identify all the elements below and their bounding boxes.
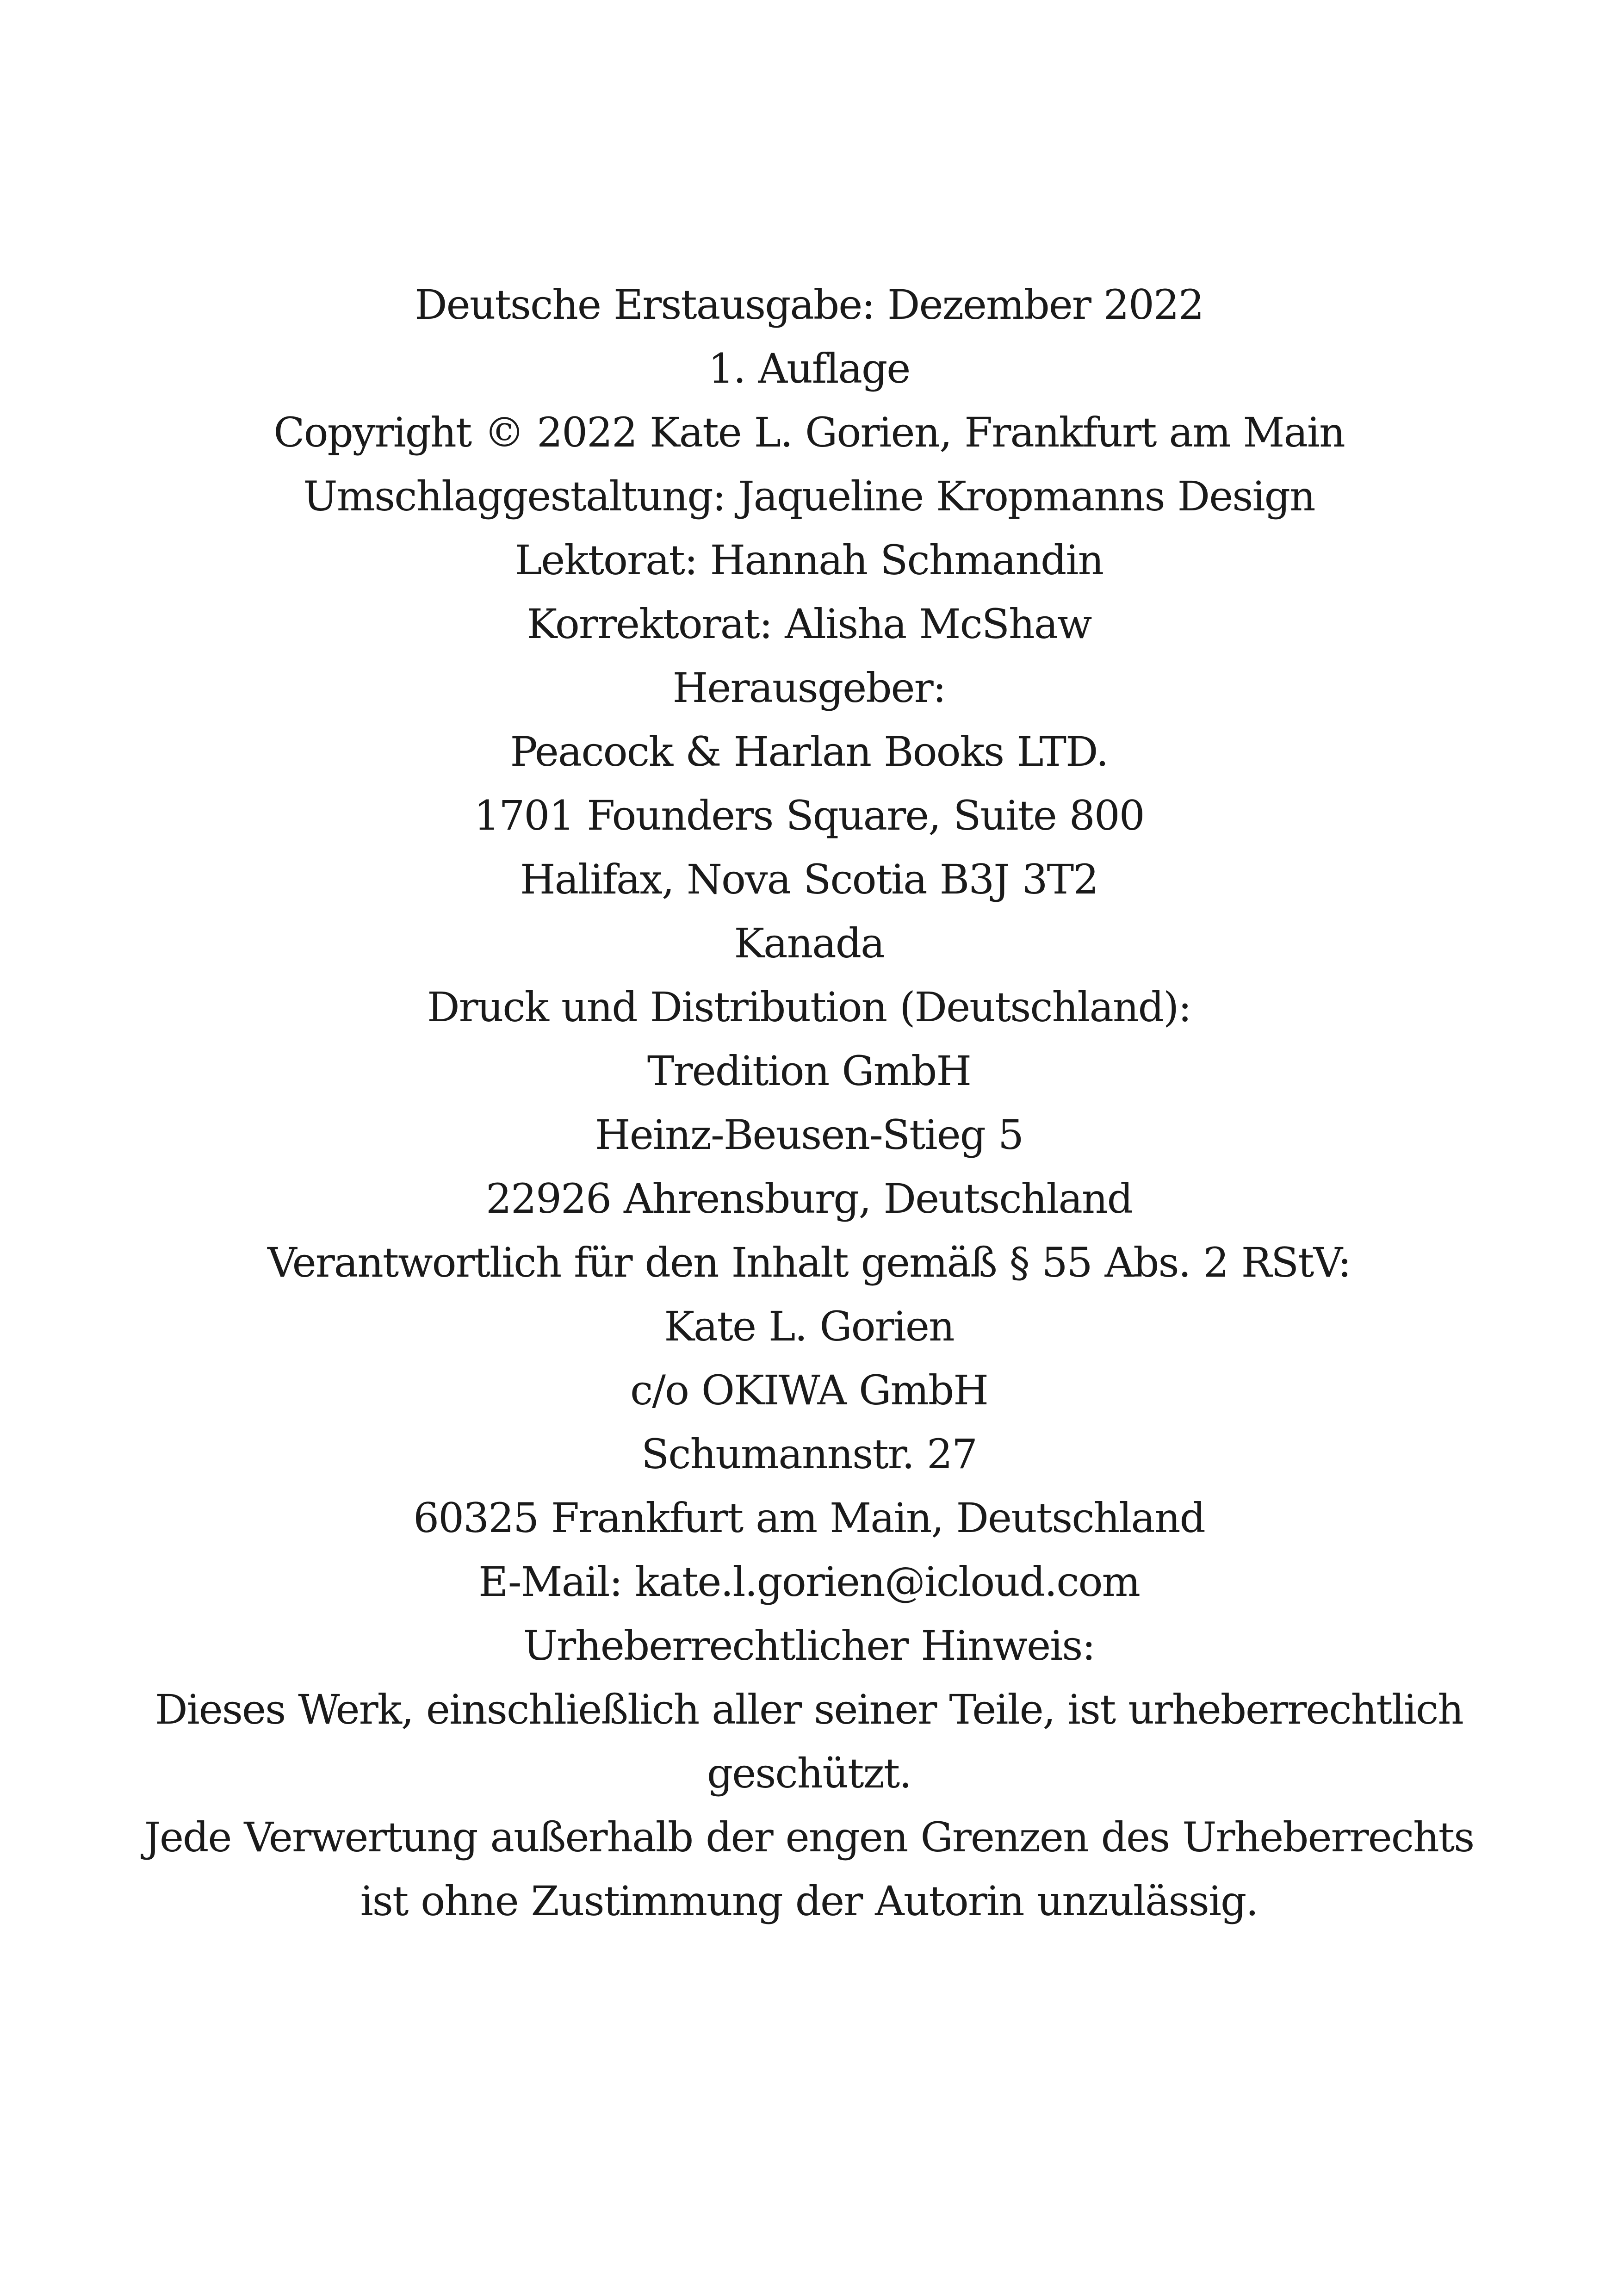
publisher-street: 1701 Founders Square, Suite 800 [474, 792, 1144, 839]
publisher-name: Peacock & Harlan Books LTD. [510, 728, 1108, 776]
distributor-city: 22926 Ahrensburg, Deutschland [486, 1175, 1132, 1222]
imprint-block [0, 273, 1618, 1933]
responsible-care-of: c/o OKIWA GmbH [630, 1366, 988, 1414]
publisher-country: Kanada [734, 919, 884, 967]
copyright-notice-text-line: geschützt. [707, 1750, 911, 1797]
usage-notice-text-line: ist ohne Zustimmung der Autorin unzulässig. [360, 1877, 1258, 1925]
distribution-heading: Druck und Distribution (Deutschland): [427, 983, 1191, 1031]
copyright-notice-text-line: Dieses Werk, einschließlich aller seiner Teile, ist urheberrechtlich [155, 1686, 1463, 1733]
usage-notice-text-line: Jede Verwertung außerhalb der engen Grenzen des Urheberrechts [144, 1813, 1474, 1861]
distributor-street: Heinz-Beusen-Stieg 5 [595, 1111, 1023, 1159]
edition-number-line: 1. Auflage [708, 345, 910, 392]
responsible-name: Kate L. Gorien [664, 1303, 954, 1350]
publisher-heading: Herausgeber: [672, 664, 946, 712]
publisher-city: Halifax, Nova Scotia B3J 3T2 [520, 856, 1098, 903]
proofreading-line: Korrektorat: Alisha McShaw [527, 600, 1091, 648]
responsible-heading: Verantwortlich für den Inhalt gemäß § 55 Abs. 2 RStV: [267, 1239, 1351, 1286]
email-line: E-Mail: kate.l.gorien@icloud.com [478, 1558, 1140, 1606]
distributor-name: Tredition GmbH [647, 1047, 971, 1095]
editing-line: Lektorat: Hannah Schmandin [515, 536, 1103, 584]
first-edition-line: Deutsche Erstausgabe: Dezember 2022 [415, 281, 1203, 329]
responsible-city: 60325 Frankfurt am Main, Deutschland [413, 1494, 1205, 1542]
responsible-street: Schumannstr. 27 [641, 1430, 977, 1478]
copyright-notice-heading: Urheberrechtlicher Hinweis: [523, 1622, 1095, 1669]
copyright-line: Copyright © 2022 Kate L. Gorien, Frankfurt am Main [273, 409, 1345, 456]
cover-design-line: Umschlaggestaltung: Jaqueline Kropmanns Design [303, 472, 1315, 520]
